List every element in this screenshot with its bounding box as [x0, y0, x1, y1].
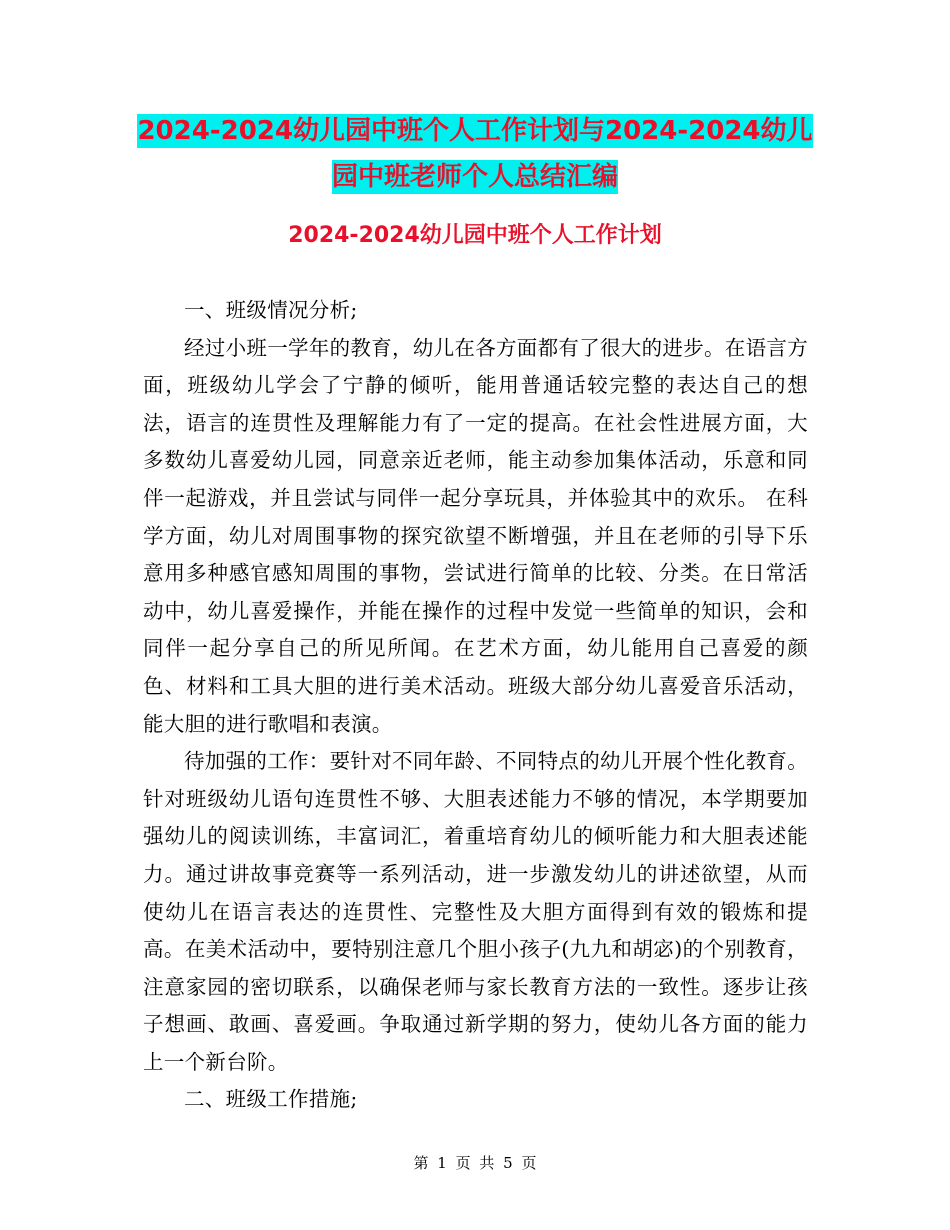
paragraph-heading-1: 一、班级情况分析; [184, 298, 358, 322]
paragraph-heading-2: 二、班级工作措施; [184, 1087, 358, 1112]
document-title [120, 108, 830, 200]
paragraph-2: 待加强的工作：要针对不同年龄、不同特点的幼儿开展个性化教育。针对班级幼儿语句连贯性不够、大胆表述能力不够的情况，本学期要加强幼儿的阅读训练，丰富词汇，着重培育幼儿的倾听能力和大胆表述能力。通过讲故事竞赛等一系列活动，进一步激发幼儿的讲述欲望，从而使幼儿在语言表达的连贯性、完整性及大胆方面得到有效的锻炼和提高。在美术活动中，要特别注意几个胆小孩子(九九和胡宓)的个别教育，注意家园的密切联系，以确保老师与家长教育方法的一致性。逐步让孩子想画、敢画、喜爱画。争取通过新学期的努力，使幼儿各方面的能力上一个新台阶。 [143, 749, 808, 1074]
title-line-1: 2024-2024幼儿园中班个人工作计划与2024-2024幼儿 [137, 116, 813, 146]
section-title: 2024-2024幼儿园中班个人工作计划 [288, 223, 662, 248]
title-line-2: 园中班老师个人总结汇编 [331, 162, 618, 192]
paragraph-1: 经过小班一学年的教育，幼儿在各方面都有了很大的进步。在语言方面，班级幼儿学会了宁静的倾听，能用普通话较完整的表达自己的想法，语言的连贯性及理解能力有了一定的提高。在社会性进展方面，大多数幼儿喜爱幼儿园，同意亲近老师，能主动参加集体活动，乐意和同伴一起游戏，并且尝试与同伴一起分享玩具，并体验其中的欢乐。 在科学方面，幼儿对周围事物的探究欲望不断增强，并且在老师的引导下乐意用多种感官感知周围的事物，尝试进行简单的比较、分类。在日常活动中，幼儿喜爱操作，并能在操作的过程中发觉一些简单的知识，会和同伴一起分享自己的所见所闻。在艺术方面，幼儿能用自己喜爱的颜色、材料和工具大胆的进行美术活动。班级大部分幼儿喜爱音乐活动，能大胆的进行歌唱和表演。 [143, 335, 808, 736]
page-footer: 第 1 页 共 5 页 [413, 1154, 537, 1172]
document-body [143, 292, 808, 1119]
